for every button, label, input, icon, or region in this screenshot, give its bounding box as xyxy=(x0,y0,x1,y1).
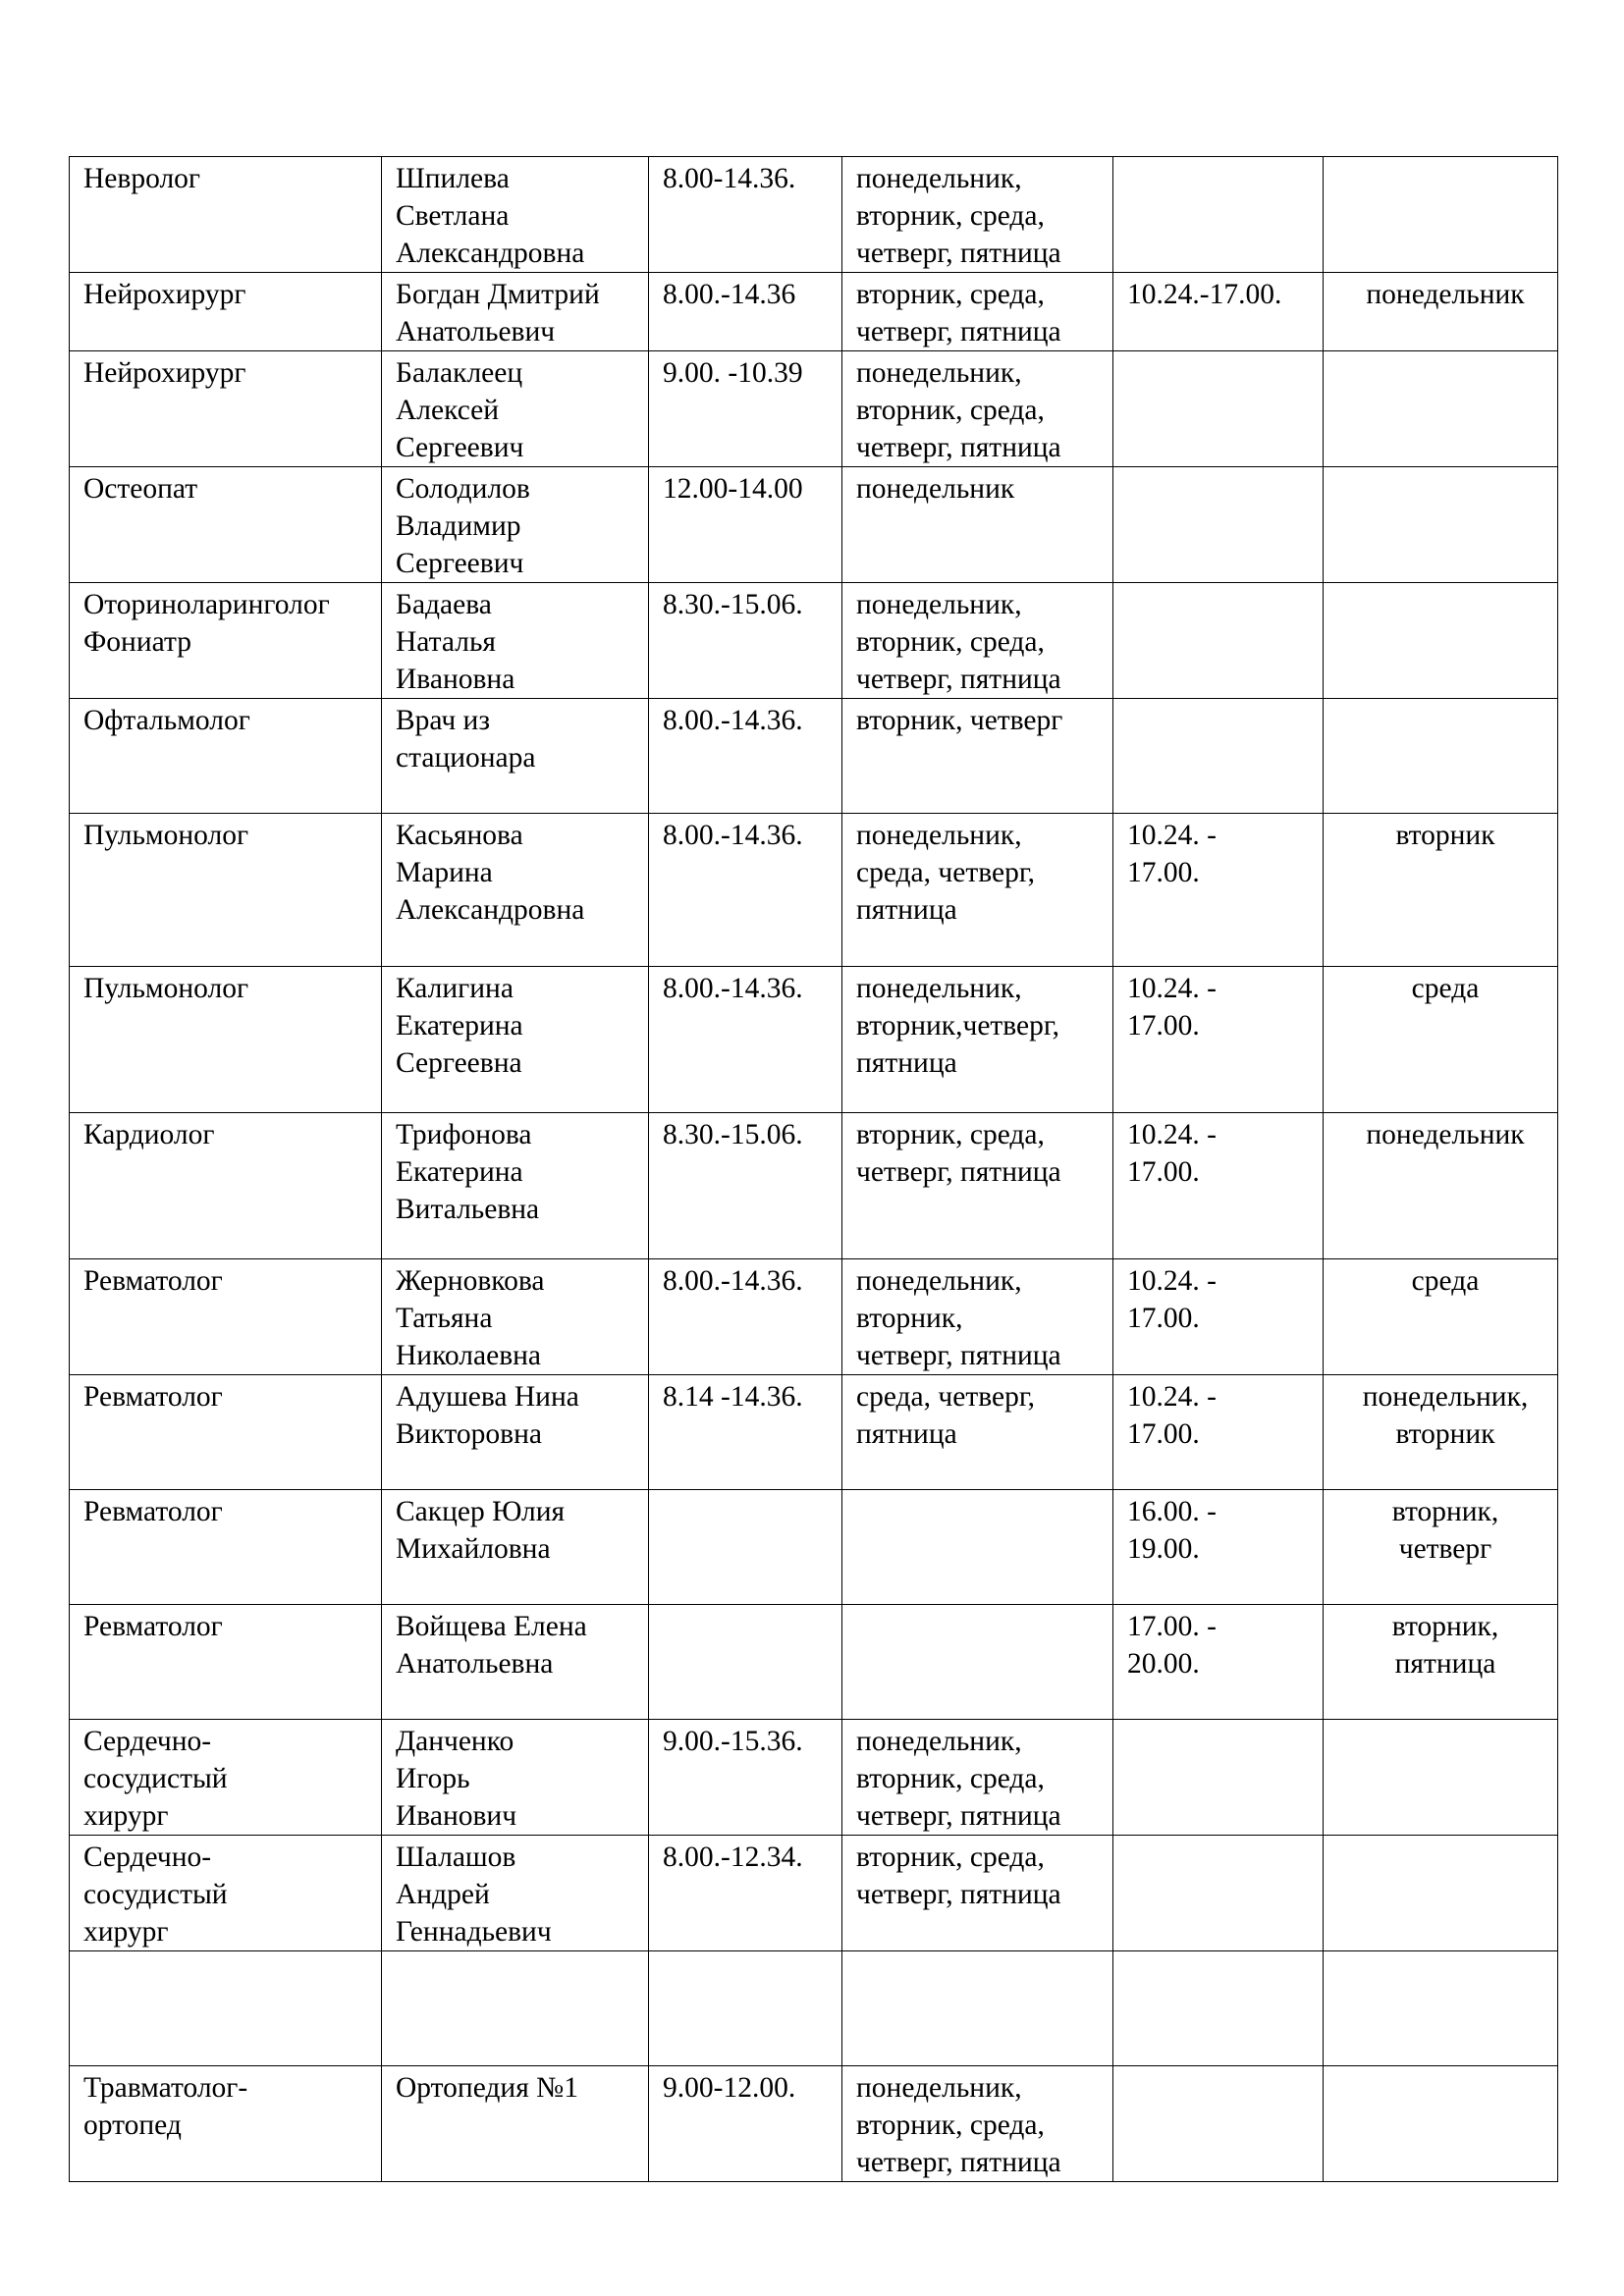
specialty-cell-line: Остеопат xyxy=(83,473,198,505)
specialty-cell-line: Ревматолог xyxy=(83,1381,223,1413)
doctor-cell-line: Бадаева xyxy=(396,589,492,620)
doctor-cell xyxy=(382,967,649,1113)
doctor-cell-line: Балаклеец xyxy=(396,357,523,389)
extra-days-cell-line: вторник, xyxy=(1391,1496,1499,1527)
doctor-cell-line: Калигина xyxy=(396,973,514,1004)
main-hours-cell xyxy=(649,467,842,583)
main-days-cell-line: пятница xyxy=(856,1418,957,1450)
doctor-cell-line: Марина xyxy=(396,857,493,888)
extra-days-cell xyxy=(1324,1836,1558,1951)
main-hours-cell-line: 8.00.-12.34. xyxy=(663,1842,803,1873)
doctor-cell xyxy=(382,583,649,699)
main-hours-cell xyxy=(649,1375,842,1490)
doctor-cell-line: Екатерина xyxy=(396,1156,523,1188)
main-days-cell-line: вторник,четверг, xyxy=(856,1010,1060,1041)
main-days-cell xyxy=(842,157,1113,273)
main-days-cell-line: вторник, среда, xyxy=(856,1842,1045,1873)
extra-days-cell-line: вторник xyxy=(1395,820,1495,851)
main-hours-cell-line: 8.00.-14.36. xyxy=(663,1265,803,1297)
table-row xyxy=(70,1113,1558,1259)
extra-days-cell xyxy=(1324,467,1558,583)
table-row xyxy=(70,1605,1558,1720)
doctor-cell-line: Сергеевич xyxy=(396,432,524,463)
extra-hours-cell-line: 20.00. xyxy=(1127,1648,1200,1680)
specialty-cell-line: Ревматолог xyxy=(83,1265,223,1297)
specialty-cell-line: Офтальмолог xyxy=(83,705,250,736)
main-days-cell-line: вторник, среда, xyxy=(856,1119,1045,1150)
main-hours-cell xyxy=(649,157,842,273)
table-row xyxy=(70,814,1558,967)
doctor-cell xyxy=(382,467,649,583)
extra-days-cell xyxy=(1324,1490,1558,1605)
extra-days-cell xyxy=(1324,1113,1558,1259)
table-row xyxy=(70,273,1558,351)
doctor-cell-line: Светлана xyxy=(396,200,510,232)
main-days-cell xyxy=(842,1113,1113,1259)
doctor-cell-line: Татьяна xyxy=(396,1303,493,1334)
doctor-cell-line: Анатольевна xyxy=(396,1648,554,1680)
table-row xyxy=(70,699,1558,814)
doctor-cell-line: Викторовна xyxy=(396,1418,542,1450)
specialty-cell-line: Невролог xyxy=(83,163,201,194)
specialty-cell-line: Сердечно- xyxy=(83,1726,212,1757)
doctor-cell-line: Иванович xyxy=(396,1800,517,1832)
main-days-cell xyxy=(842,273,1113,351)
doctor-cell-line: стационара xyxy=(396,742,536,774)
doctor-cell-line: Витальевна xyxy=(396,1194,540,1225)
specialty-cell-line: Нейрохирург xyxy=(83,279,246,310)
extra-days-cell-line: вторник xyxy=(1395,1418,1495,1450)
main-days-cell-line: вторник, среда, xyxy=(856,200,1045,232)
extra-days-cell xyxy=(1324,967,1558,1113)
doctor-cell xyxy=(382,699,649,814)
main-hours-cell xyxy=(649,1259,842,1375)
main-days-cell-line: вторник, среда, xyxy=(856,279,1045,310)
extra-hours-cell xyxy=(1113,1605,1324,1720)
specialty-cell xyxy=(70,699,382,814)
main-hours-cell-line: 8.14 -14.36. xyxy=(663,1381,803,1413)
specialty-cell-line: хирург xyxy=(83,1916,169,1948)
doctor-cell xyxy=(382,1259,649,1375)
doctor-cell-line: Екатерина xyxy=(396,1010,523,1041)
table-row xyxy=(70,157,1558,273)
table-row xyxy=(70,1490,1558,1605)
main-hours-cell-line: 8.00.-14.36. xyxy=(663,705,803,736)
doctor-cell-line: Шалашов xyxy=(396,1842,516,1873)
doctor-cell-line: Солодилов xyxy=(396,473,530,505)
specialty-cell-line: Пульмонолог xyxy=(83,973,249,1004)
doctor-cell xyxy=(382,2066,649,2182)
doctor-cell xyxy=(382,1836,649,1951)
main-days-cell xyxy=(842,2066,1113,2182)
table-row xyxy=(70,2066,1558,2182)
extra-days-cell xyxy=(1324,583,1558,699)
main-days-cell-line: четверг, пятница xyxy=(856,238,1061,269)
main-hours-cell-line: 8.30.-15.06. xyxy=(663,589,803,620)
extra-days-cell xyxy=(1324,1375,1558,1490)
main-days-cell xyxy=(842,699,1113,814)
extra-hours-cell-line: 17.00. xyxy=(1127,1418,1200,1450)
extra-hours-cell-line: 16.00. - xyxy=(1127,1496,1217,1527)
extra-hours-cell xyxy=(1113,967,1324,1113)
doctor-cell-line: Анатольевич xyxy=(396,316,556,347)
specialty-cell-line: сосудистый xyxy=(83,1879,228,1910)
extra-days-cell xyxy=(1324,814,1558,967)
table-row xyxy=(70,1720,1558,1836)
specialty-cell xyxy=(70,351,382,467)
doctor-cell-line: Богдан Дмитрий xyxy=(396,279,600,310)
main-hours-cell xyxy=(649,1490,842,1605)
main-hours-cell-line: 8.30.-15.06. xyxy=(663,1119,803,1150)
specialty-cell-line: Ревматолог xyxy=(83,1496,223,1527)
specialty-cell xyxy=(70,273,382,351)
extra-hours-cell-line: 19.00. xyxy=(1127,1533,1200,1565)
doctor-cell xyxy=(382,1490,649,1605)
specialty-cell xyxy=(70,583,382,699)
extra-days-cell-line: вторник, xyxy=(1391,1611,1499,1642)
main-hours-cell-line: 8.00-14.36. xyxy=(663,163,796,194)
extra-hours-cell xyxy=(1113,1259,1324,1375)
specialty-cell-line: Фониатр xyxy=(83,626,191,658)
main-days-cell xyxy=(842,1490,1113,1605)
main-days-cell-line: пятница xyxy=(856,894,957,926)
main-days-cell xyxy=(842,1836,1113,1951)
extra-hours-cell-line: 10.24. - xyxy=(1127,1119,1217,1150)
main-days-cell-line: понедельник, xyxy=(856,2072,1022,2104)
extra-days-cell xyxy=(1324,2066,1558,2182)
specialty-cell xyxy=(70,1113,382,1259)
main-days-cell xyxy=(842,967,1113,1113)
specialty-cell xyxy=(70,1836,382,1951)
main-hours-cell xyxy=(649,273,842,351)
extra-hours-cell-line: 17.00. xyxy=(1127,857,1200,888)
doctor-cell-line: Адушева Нина xyxy=(396,1381,579,1413)
main-hours-cell xyxy=(649,1720,842,1836)
extra-hours-cell xyxy=(1113,1951,1324,2066)
main-hours-cell xyxy=(649,351,842,467)
specialty-cell-line: ортопед xyxy=(83,2109,182,2141)
doctor-cell xyxy=(382,1375,649,1490)
extra-hours-cell xyxy=(1113,273,1324,351)
main-hours-cell xyxy=(649,1836,842,1951)
table-row xyxy=(70,1951,1558,2066)
main-days-cell-line: понедельник, xyxy=(856,1265,1022,1297)
main-hours-cell xyxy=(649,699,842,814)
extra-hours-cell-line: 17.00. - xyxy=(1127,1611,1217,1642)
doctor-cell xyxy=(382,814,649,967)
extra-days-cell-line: среда xyxy=(1411,1265,1480,1297)
main-hours-cell-line: 8.00.-14.36. xyxy=(663,820,803,851)
table-row xyxy=(70,1375,1558,1490)
specialty-cell xyxy=(70,157,382,273)
table-row xyxy=(70,583,1558,699)
doctor-cell xyxy=(382,1951,649,2066)
doctor-cell-line: Владимир xyxy=(396,510,521,542)
doctor-cell xyxy=(382,351,649,467)
extra-hours-cell xyxy=(1113,699,1324,814)
table-row xyxy=(70,1836,1558,1951)
extra-hours-cell xyxy=(1113,157,1324,273)
main-days-cell xyxy=(842,1720,1113,1836)
extra-hours-cell xyxy=(1113,2066,1324,2182)
main-days-cell-line: понедельник, xyxy=(856,1726,1022,1757)
extra-days-cell xyxy=(1324,157,1558,273)
doctor-cell-line: Алексей xyxy=(396,395,500,426)
doctor-cell-line: Наталья xyxy=(396,626,496,658)
doctor-cell-line: Касьянова xyxy=(396,820,523,851)
main-hours-cell xyxy=(649,2066,842,2182)
doctor-cell-line: Александровна xyxy=(396,238,585,269)
main-days-cell-line: среда, четверг, xyxy=(856,857,1035,888)
table-row xyxy=(70,1259,1558,1375)
main-days-cell xyxy=(842,1951,1113,2066)
doctor-cell-line: Сергеевич xyxy=(396,548,524,579)
main-days-cell-line: вторник, среда, xyxy=(856,626,1045,658)
doctor-cell xyxy=(382,157,649,273)
main-days-cell-line: понедельник, xyxy=(856,820,1022,851)
specialty-cell-line: Нейрохирург xyxy=(83,357,246,389)
main-days-cell-line: четверг, пятница xyxy=(856,432,1061,463)
doctor-cell-line: Трифонова xyxy=(396,1119,532,1150)
doctor-cell-line: Сакцер Юлия xyxy=(396,1496,566,1527)
doctor-cell-line: Игорь xyxy=(396,1763,470,1794)
main-days-cell-line: понедельник, xyxy=(856,589,1022,620)
main-days-cell xyxy=(842,583,1113,699)
specialty-cell xyxy=(70,967,382,1113)
main-days-cell-line: вторник, среда, xyxy=(856,2109,1045,2141)
specialty-cell xyxy=(70,1605,382,1720)
specialty-cell xyxy=(70,1720,382,1836)
specialty-cell xyxy=(70,1951,382,2066)
main-days-cell xyxy=(842,1375,1113,1490)
doctor-cell-line: Жерновкова xyxy=(396,1265,545,1297)
main-days-cell-line: понедельник, xyxy=(856,357,1022,389)
main-days-cell-line: четверг, пятница xyxy=(856,1800,1061,1832)
main-days-cell-line: вторник, xyxy=(856,1303,963,1334)
schedule-table xyxy=(69,156,1558,2182)
doctor-cell-line: Андрей xyxy=(396,1879,490,1910)
specialty-cell xyxy=(70,814,382,967)
main-hours-cell xyxy=(649,814,842,967)
doctor-cell xyxy=(382,273,649,351)
extra-hours-cell-line: 10.24. - xyxy=(1127,973,1217,1004)
specialty-cell xyxy=(70,1259,382,1375)
main-hours-cell-line: 9.00.-15.36. xyxy=(663,1726,803,1757)
extra-hours-cell-line: 17.00. xyxy=(1127,1303,1200,1334)
extra-days-cell-line: среда xyxy=(1411,973,1480,1004)
doctor-cell-line: Ивановна xyxy=(396,664,515,695)
extra-hours-cell xyxy=(1113,583,1324,699)
doctor-cell xyxy=(382,1720,649,1836)
specialty-cell-line: хирург xyxy=(83,1800,169,1832)
main-hours-cell xyxy=(649,583,842,699)
extra-hours-cell xyxy=(1113,1375,1324,1490)
specialty-cell-line: Ревматолог xyxy=(83,1611,223,1642)
main-days-cell xyxy=(842,351,1113,467)
doctor-cell-line: Александровна xyxy=(396,894,585,926)
main-hours-cell xyxy=(649,1605,842,1720)
doctor-cell xyxy=(382,1605,649,1720)
main-days-cell xyxy=(842,467,1113,583)
doctor-cell-line: Данченко xyxy=(396,1726,514,1757)
extra-hours-cell xyxy=(1113,1113,1324,1259)
main-days-cell-line: понедельник, xyxy=(856,973,1022,1004)
extra-days-cell xyxy=(1324,351,1558,467)
table-row xyxy=(70,467,1558,583)
extra-hours-cell xyxy=(1113,1836,1324,1951)
main-days-cell-line: вторник, среда, xyxy=(856,395,1045,426)
extra-hours-cell xyxy=(1113,1720,1324,1836)
main-hours-cell xyxy=(649,1951,842,2066)
specialty-cell-line: сосудистый xyxy=(83,1763,228,1794)
extra-hours-cell-line: 10.24. - xyxy=(1127,1381,1217,1413)
doctor-cell-line: Врач из xyxy=(396,705,490,736)
extra-days-cell xyxy=(1324,273,1558,351)
extra-hours-cell-line: 10.24. - xyxy=(1127,820,1217,851)
doctor-cell-line: Михайловна xyxy=(396,1533,551,1565)
extra-days-cell-line: понедельник, xyxy=(1362,1381,1529,1413)
specialty-cell-line: Сердечно- xyxy=(83,1842,212,1873)
extra-hours-cell-line: 17.00. xyxy=(1127,1010,1200,1041)
specialty-cell xyxy=(70,2066,382,2182)
doctor-cell-line: Сергеевна xyxy=(396,1047,522,1079)
main-days-cell-line: вторник, среда, xyxy=(856,1763,1045,1794)
extra-hours-cell xyxy=(1113,467,1324,583)
extra-days-cell xyxy=(1324,1720,1558,1836)
main-days-cell xyxy=(842,1605,1113,1720)
specialty-cell-line: Травматолог- xyxy=(83,2072,248,2104)
extra-days-cell xyxy=(1324,1605,1558,1720)
main-days-cell-line: понедельник, xyxy=(856,163,1022,194)
main-days-cell-line: четверг, пятница xyxy=(856,2147,1061,2178)
main-hours-cell-line: 9.00. -10.39 xyxy=(663,357,803,389)
doctor-cell-line: Войщева Елена xyxy=(396,1611,587,1642)
main-days-cell xyxy=(842,814,1113,967)
doctor-cell-line: Шпилева xyxy=(396,163,510,194)
doctor-cell-line: Геннадьевич xyxy=(396,1916,552,1948)
specialty-cell-line: Кардиолог xyxy=(83,1119,215,1150)
main-hours-cell xyxy=(649,967,842,1113)
extra-days-cell xyxy=(1324,699,1558,814)
main-days-cell-line: четверг, пятница xyxy=(856,316,1061,347)
specialty-cell xyxy=(70,1490,382,1605)
main-days-cell-line: четверг, пятница xyxy=(856,664,1061,695)
doctor-cell-line: Ортопедия №1 xyxy=(396,2072,579,2104)
extra-days-cell-line: понедельник xyxy=(1366,1119,1525,1150)
extra-days-cell xyxy=(1324,1951,1558,2066)
main-days-cell-line: четверг, пятница xyxy=(856,1340,1061,1371)
main-days-cell-line: четверг, пятница xyxy=(856,1156,1061,1188)
main-hours-cell-line: 9.00-12.00. xyxy=(663,2072,796,2104)
schedule-body xyxy=(70,157,1558,2182)
specialty-cell-line: Пульмонолог xyxy=(83,820,249,851)
main-days-cell xyxy=(842,1259,1113,1375)
table-row xyxy=(70,967,1558,1113)
extra-hours-cell xyxy=(1113,1490,1324,1605)
main-hours-cell-line: 12.00-14.00 xyxy=(663,473,803,505)
extra-hours-cell xyxy=(1113,351,1324,467)
extra-days-cell-line: пятница xyxy=(1394,1648,1496,1680)
main-days-cell-line: пятница xyxy=(856,1047,957,1079)
extra-hours-cell-line: 10.24.-17.00. xyxy=(1127,279,1282,310)
main-hours-cell-line: 8.00.-14.36 xyxy=(663,279,796,310)
main-days-cell-line: вторник, четверг xyxy=(856,705,1063,736)
main-days-cell-line: четверг, пятница xyxy=(856,1879,1061,1910)
specialty-cell-line: Оториноларинголог xyxy=(83,589,330,620)
extra-days-cell-line: четверг xyxy=(1398,1533,1492,1565)
extra-days-cell xyxy=(1324,1259,1558,1375)
extra-days-cell-line: понедельник xyxy=(1366,279,1525,310)
doctor-cell xyxy=(382,1113,649,1259)
extra-hours-cell-line: 10.24. - xyxy=(1127,1265,1217,1297)
specialty-cell xyxy=(70,467,382,583)
main-hours-cell xyxy=(649,1113,842,1259)
specialty-cell xyxy=(70,1375,382,1490)
main-days-cell-line: понедельник xyxy=(856,473,1015,505)
main-days-cell-line: среда, четверг, xyxy=(856,1381,1035,1413)
main-hours-cell-line: 8.00.-14.36. xyxy=(663,973,803,1004)
doctor-cell-line: Николаевна xyxy=(396,1340,542,1371)
extra-hours-cell-line: 17.00. xyxy=(1127,1156,1200,1188)
extra-hours-cell xyxy=(1113,814,1324,967)
table-row xyxy=(70,351,1558,467)
